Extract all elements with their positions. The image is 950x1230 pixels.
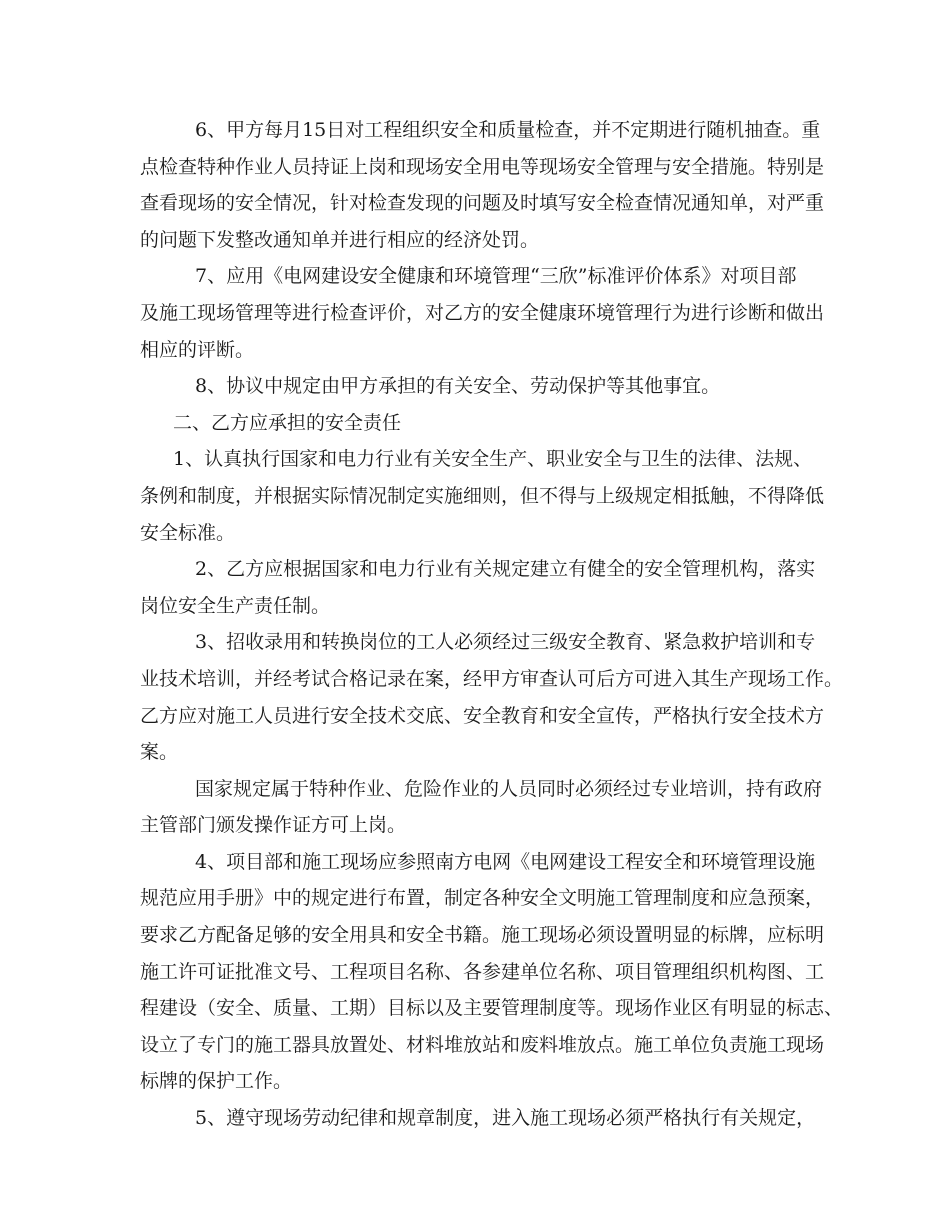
paragraph-line: 2、乙方应根据国家和电力行业有关规定建立有健全的安全管理机构，落实 xyxy=(195,558,816,581)
paragraph-line: 5、遵守现场劳动纪律和规章制度，进入施工现场必须严格执行有关规定， xyxy=(195,1107,816,1130)
section-heading: 二、乙方应承担的安全责任 xyxy=(173,411,402,434)
document-body xyxy=(140,112,844,1137)
paragraph-line: 的问题下发整改通知单并进行相应的经济处罚。 xyxy=(140,228,540,251)
paragraph-line: 4、项目部和施工现场应参照南方电网《电网建设工程安全和环境管理设施 xyxy=(195,850,816,873)
paragraph-line: 7、应用《电网建设安全健康和环境管理“三欣”标准评价体系》对项目部 xyxy=(195,265,797,288)
paragraph-line: 程建设（安全、质量、工期）目标以及主要管理制度等。现场作业区有明显的标志、 xyxy=(140,997,844,1020)
paragraph-line: 1、认真执行国家和电力行业有关安全生产、职业安全与卫生的法律、法规、 xyxy=(173,448,813,471)
paragraph-line: 安全标准。 xyxy=(140,521,236,544)
paragraph-line: 规范应用手册》中的规定进行布置，制定各种安全文明施工管理制度和应急预案， xyxy=(140,887,825,910)
paragraph-line: 查看现场的安全情况，针对检查发现的问题及时填写安全检查情况通知单，对严重 xyxy=(140,192,825,215)
paragraph-line: 条例和制度，并根据实际情况制定实施细则，但不得与上级规定相抵触，不得降低 xyxy=(140,484,825,507)
paragraph-line: 案。 xyxy=(140,741,179,764)
paragraph-line: 8、协议中规定由甲方承担的有关安全、劳动保护等其他事宜。 xyxy=(195,375,721,398)
paragraph-line: 6、甲方每月15日对工程组织安全和质量检查，并不定期进行随机抽查。重 xyxy=(195,119,821,141)
paragraph-line: 施工许可证批准文号、工程项目名称、各参建单位名称、项目管理组织机构图、工 xyxy=(140,960,825,983)
paragraph-line: 设立了专门的施工器具放置处、材料堆放站和废料堆放点。施工单位负责施工现场 xyxy=(140,1033,825,1056)
paragraph-line: 国家规定属于特种作业、危险作业的人员同时必须经过专业培训，持有政府 xyxy=(195,777,823,800)
paragraph-line: 3、招收录用和转换岗位的工人必须经过三级安全教育、紧急救护培训和专 xyxy=(195,631,816,654)
paragraph-line: 主管部门颁发操作证方可上岗。 xyxy=(140,814,407,837)
paragraph-line: 标牌的保护工作。 xyxy=(140,1070,293,1093)
paragraph-line: 岗位安全生产责任制。 xyxy=(140,594,331,617)
paragraph-line: 要求乙方配备足够的安全用具和安全书籍。施工现场必须设置明显的标牌，应标明 xyxy=(140,924,825,947)
paragraph-line: 业技术培训，并经考试合格记录在案，经甲方审查认可后方可进入其生产现场工作。 xyxy=(140,667,844,690)
paragraph-line: 相应的评断。 xyxy=(140,338,255,361)
paragraph-line: 及施工现场管理等进行检查评价，对乙方的安全健康环境管理行为进行诊断和做出 xyxy=(140,301,825,324)
paragraph-line: 乙方应对施工人员进行安全技术交底、安全教育和安全宣传，严格执行安全技术方 xyxy=(140,704,825,727)
paragraph-line: 点检查特种作业人员持证上岗和现场安全用电等现场安全管理与安全措施。特别是 xyxy=(140,155,825,178)
